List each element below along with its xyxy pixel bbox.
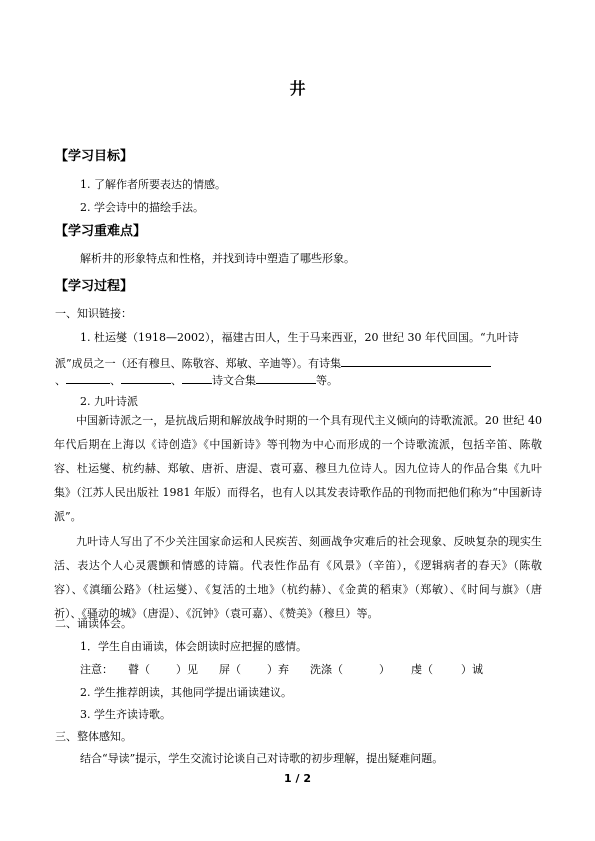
goal-item-2: 2. 学会诗中的描绘手法。 <box>80 201 204 214</box>
note-word: ）诚 <box>461 663 483 676</box>
poetry-mid-label: 诗文合集 <box>212 374 256 387</box>
page-number: 1 / 2 <box>284 772 311 785</box>
separator-3: 、 <box>171 374 182 387</box>
part2-item2: 2. 学生推荐朗读，其他同学提出诵读建议。 <box>80 686 292 699</box>
poetry-prose-blank[interactable] <box>256 372 316 384</box>
poetry-collection-blank-1[interactable] <box>341 355 491 367</box>
pronunciation-note <box>80 663 483 677</box>
separator-1: 、 <box>55 374 66 387</box>
poetry-collection-blank-4[interactable] <box>182 372 212 384</box>
part3-text: 结合“导读”提示，学生交流讨论谈自己对诗歌的初步理解，提出疑难问题。 <box>80 752 444 765</box>
note-word: ）弃 <box>267 663 289 676</box>
poetry-collection-blank-2[interactable] <box>66 372 110 384</box>
note-word: ） <box>379 663 390 676</box>
poetry-collection-blank-3[interactable] <box>121 372 171 384</box>
part2-label: 二、诵读体会。 <box>55 617 132 630</box>
note-word: 屏（ <box>219 663 241 676</box>
note-word: ）见 <box>176 663 198 676</box>
note-word: 洗涤（ <box>310 663 343 676</box>
key-points-text: 解析井的形象特点和性格，并找到诗中塑造了哪些形象。 <box>80 252 355 265</box>
part2-item3: 3. 学生齐读诗歌。 <box>80 708 171 721</box>
goal-item-1: 1. 了解作者所要表达的情感。 <box>80 178 226 191</box>
part1-item2: 2. 九叶诗派 <box>80 395 138 408</box>
part2-item1: 1．学生自由诵读，体会朗读时应把握的感情。 <box>80 640 307 653</box>
nine-leaves-paragraph-2: 九叶诗人写出了不少关注国家命运和人民疾苦、刻画战争灾难后的社会现象、反映复杂的现实生活、表达个人心灵震颤和情感的诗篇。代表性作品有《风景》（辛笛），《逻辑病者的春天》（陈敬容）、《滇缅公路》（杜运燮）、《复活的土地》（杭约赫）、《金黄的稻束》（郑敏）、《时间与旗》（唐祈）、《骚动的城》（唐湜）、《沉钟》（袁可嘉）、《赞美》（穆旦）等。 <box>54 535 542 620</box>
part1-item1-line1: 1. 杜运燮（1918—2002），福建古田人，生于马来西亚，20 世纪 30 年代回国。“九叶诗 <box>80 331 519 344</box>
nine-leaves-paragraph-1: 中国新诗派之一，是抗战后期和解放战争时期的一个具有现代主义倾向的诗歌流派。20 世纪 40 年代后期在上海以《诗创造》《中国新诗》等刊物为中心而形成的一个诗歌流派，包括辛笛、陈敬容、杜运燮、杭约赫、郑敏、唐祈、唐湜、袁可嘉、穆旦九位诗人。因九位诗人的作品合集《九叶集》（江苏人民出版社 1981 年版）而得名，也有人以其发表诗歌作品的刊物而把他们称为“中国新诗派”。 <box>54 414 542 523</box>
goals-heading: 【学习目标】 <box>55 149 134 164</box>
part1-item1-line3 <box>55 372 338 388</box>
line-end: 等。 <box>316 374 338 387</box>
note-word: 瞽（ <box>128 663 150 676</box>
note-word: 虔（ <box>411 663 433 676</box>
key-points-heading: 【学习重难点】 <box>55 224 147 239</box>
part1-item1-line2-text: 派”成员之一（还有穆旦、陈敬容、郑敏、辛迪等）。有诗集 <box>55 357 342 370</box>
part3-label: 三、整体感知。 <box>55 730 132 743</box>
part1-label: 一、知识链接： <box>55 307 132 320</box>
document-title: 井 <box>289 79 306 98</box>
separator-2: 、 <box>110 374 121 387</box>
note-label: 注意： <box>80 663 113 676</box>
process-heading: 【学习过程】 <box>55 279 134 294</box>
part1-item1-line2 <box>55 355 491 371</box>
